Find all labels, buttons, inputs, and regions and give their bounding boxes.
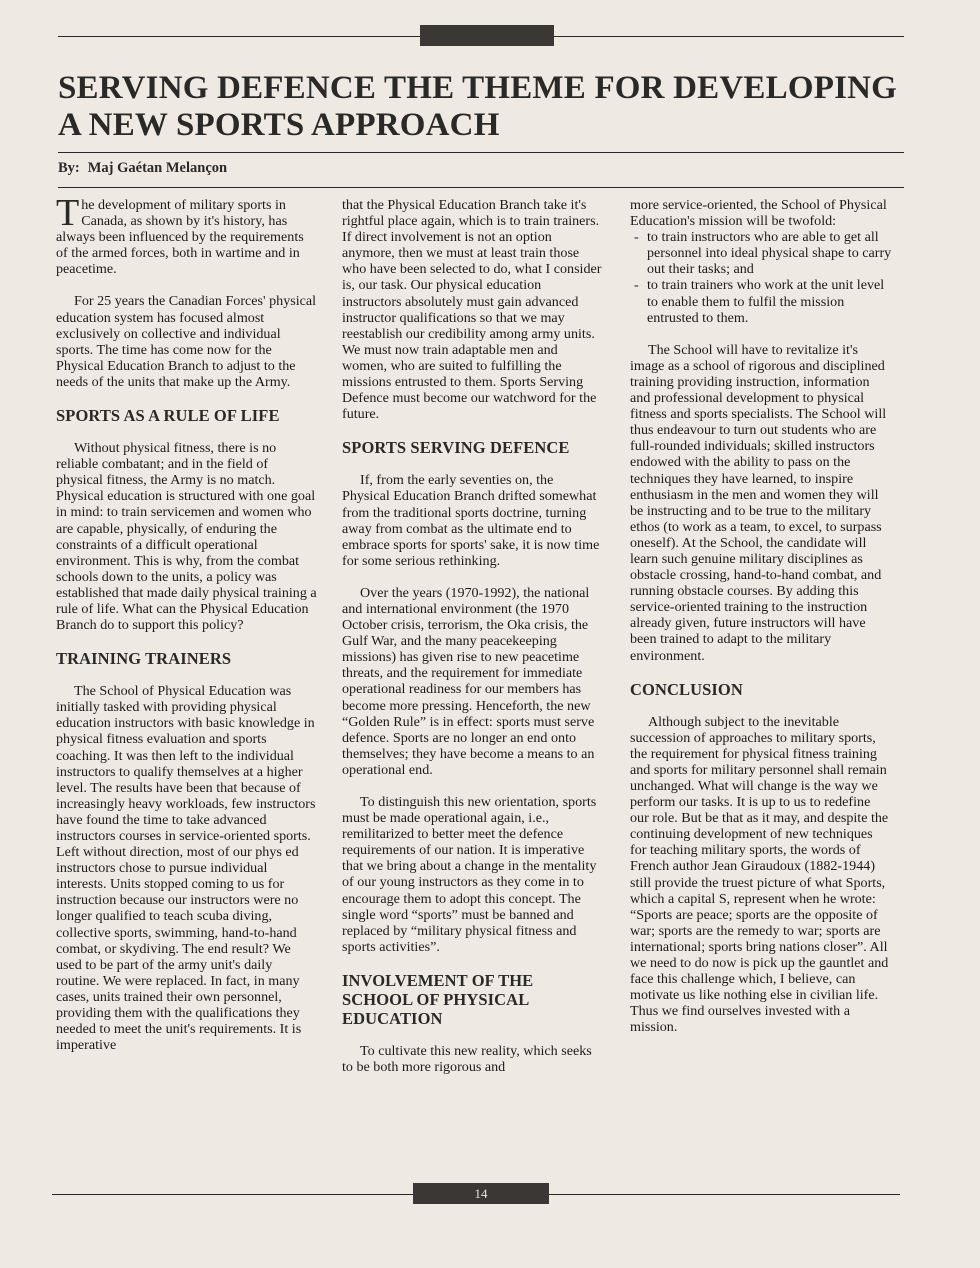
column-2 [342,197,604,1091]
paragraph: that the Physical Education Branch take it's rightful place again, which is to train trainers. If direct involvement is not an option anymore, then we must at least train those who have been selected to do, what I consider is, our task. Our physical education instructors absolutely must gain advanced instructor qualifications so that we may reestablish our credibility among army units. We must now train adaptable men and women, who are suited to fulfilling the missions entrusted to them. Sports Serving Defence must become our watchword for the future. [342,197,602,423]
paragraph [56,192,318,278]
paragraph: Although subject to the inevitable succession of approaches to military sports, the requirement for physical fitness training and sports for military personnel shall remain unchanged. What will change is the way we perform our tasks. It is up to us to redefine our role. But be that as it may, and despite the continuing development of new techniques for teaching military sports, the words of French author Jean Giraudoux (1882-1944) still provide the truest picture of what Sports, which a capital S, represent when he wrote: “Sports are peace; sports are the opposite of war; sports are the remedy to war; sports are international; sports bring nations closer”. All we need to do now is pick up the gauntlet and face this challenge which, I believe, can motivate us like nothing else in civilian life. Thus we find ourselves invested with a mission. [630,713,889,1036]
byline [58,160,227,177]
paragraph-text: he development of military sports in Canada, as shown by it's history, has always been influenced by the requirements of the armed forces, both in wartime and in peacetime. [56,197,304,278]
author-name: Maj Gaétan Melançon [87,160,228,176]
paragraph: For 25 years the Canadian Forces' physical education system has focused almost exclusively on collective and individual sports. The time has come now for the Physical Education Branch to adjust to the needs of the units that make up the Army. [56,293,317,390]
column-3 [630,197,892,1052]
title-underline [58,152,904,153]
paragraph: Over the years (1970-1992), the national and international environment (the 1970 October crisis, terrorism, the Oka crisis, the Gulf War, and the many peacekeeping missions) has given rise to new peacetime threats, and the requirement for immediate operational readiness for our members has become more pressing. Henceforth, the new “Golden Rule” is in effect: sports must serve defence. Sports are no longer an end onto themselves; they have become a means to an operational end. [342,584,595,778]
section-heading: INVOLVEMENT OF THE SCHOOL OF PHYSICAL EDUCATION [342,970,534,1028]
section-heading: SPORTS AS A RULE OF LIFE [56,406,280,426]
paragraph: If, from the early seventies on, the Physical Education Branch drifted somewhat from the traditional sports doctrine, turning away from combat as the ultimate end to embrace sports for sports' sake, it is now time for some serious rethinking. [342,472,600,569]
section-heading: SPORTS SERVING DEFENCE [342,438,570,458]
paragraph: more service-oriented, the School of Physical Education's mission will be twofold: [630,197,887,230]
paragraph: To distinguish this new orientation, sports must be made operational again, i.e., remilitarized to better meet the defence requirements of our nation. It is imperative that we bring about a change in the mentality of our young instructors as they come in to encourage them to adopt this concept. The single word “sports” must be banned and replaced by “military physical fitness and sports activities”. [342,794,597,955]
paragraph: To cultivate this new reality, which seeks to be both more rigorous and [342,1042,592,1076]
mission-list [630,229,892,326]
drop-cap: T [56,192,80,234]
byline-label: By: [58,160,80,176]
article-title: SERVING DEFENCE THE THEME FOR DEVELOPING A NEW SPORTS APPROACH [58,70,898,143]
byline-rule [58,187,904,188]
top-rule-tab [420,25,554,46]
column-1 [56,192,318,1069]
paragraph: The School will have to revitalize it's image as a school of rigorous and disciplined training providing instruction, information and professional development to physical fitness and sports specialists. The School will thus endeavour to turn out students who are full-rounded individuals; skilled instructors endowed with the ability to pass on the techniques they have learned, to inspire enthusiasm in the men and women they will be instructing and to be true to the military ethos (to work as a team, to excel, to surpass oneself). At the School, the candidate will learn such genuine military disciplines as obstacle crossing, hand-to-hand combat, and running obstacle courses. By adding this service-oriented training to the instruction already given, future instructors will have been trained to adapt to the military environment. [630,341,887,664]
page-number: 14 [413,1183,549,1204]
section-heading: TRAINING TRAINERS [56,649,232,669]
paragraph: The School of Physical Education was initially tasked with providing physical education instructors with basic knowledge in physical fitness evaluation and sports coaching. It was then left to the individual instructors to qualify themselves at a higher level. The results have been that because of increasingly heavy workloads, few instructors have found the time to take advanced instructors courses in service-oriented sports. Left without direction, most of our phys ed instructors chose to pursue individual interests. Units stopped coming to us for instruction because our instructors were no longer qualified to teach scuba diving, collective sports, swimming, hand-to-hand combat, or skydiving. The end result? We used to be part of the army unit's daily routine. We were replaced. In fact, in many cases, units trained their own personnel, providing them with the qualifications they needed to meet the unit's requirements. It is imperative [56,683,316,1054]
paragraph: Without physical fitness, there is no reliable combatant; and in the field of physical fitness, the Army is no match. Physical education is structured with one goal in mind: to train servicemen and women who are capable, physically, of enduring the constraints of a difficult operational environment. This is why, from the combat schools down to the units, a policy was established that made daily physical training a rule of life. What can the Physical Education Branch do to support this policy? [56,440,317,634]
section-heading: CONCLUSION [630,679,743,699]
list-item: - to train instructors who are able to get all personnel into ideal physical shape to carry out their tasks; and [630,229,892,277]
list-item: - to train trainers who work at the unit level to enable them to fulfil the mission entrusted to them. [630,277,892,325]
